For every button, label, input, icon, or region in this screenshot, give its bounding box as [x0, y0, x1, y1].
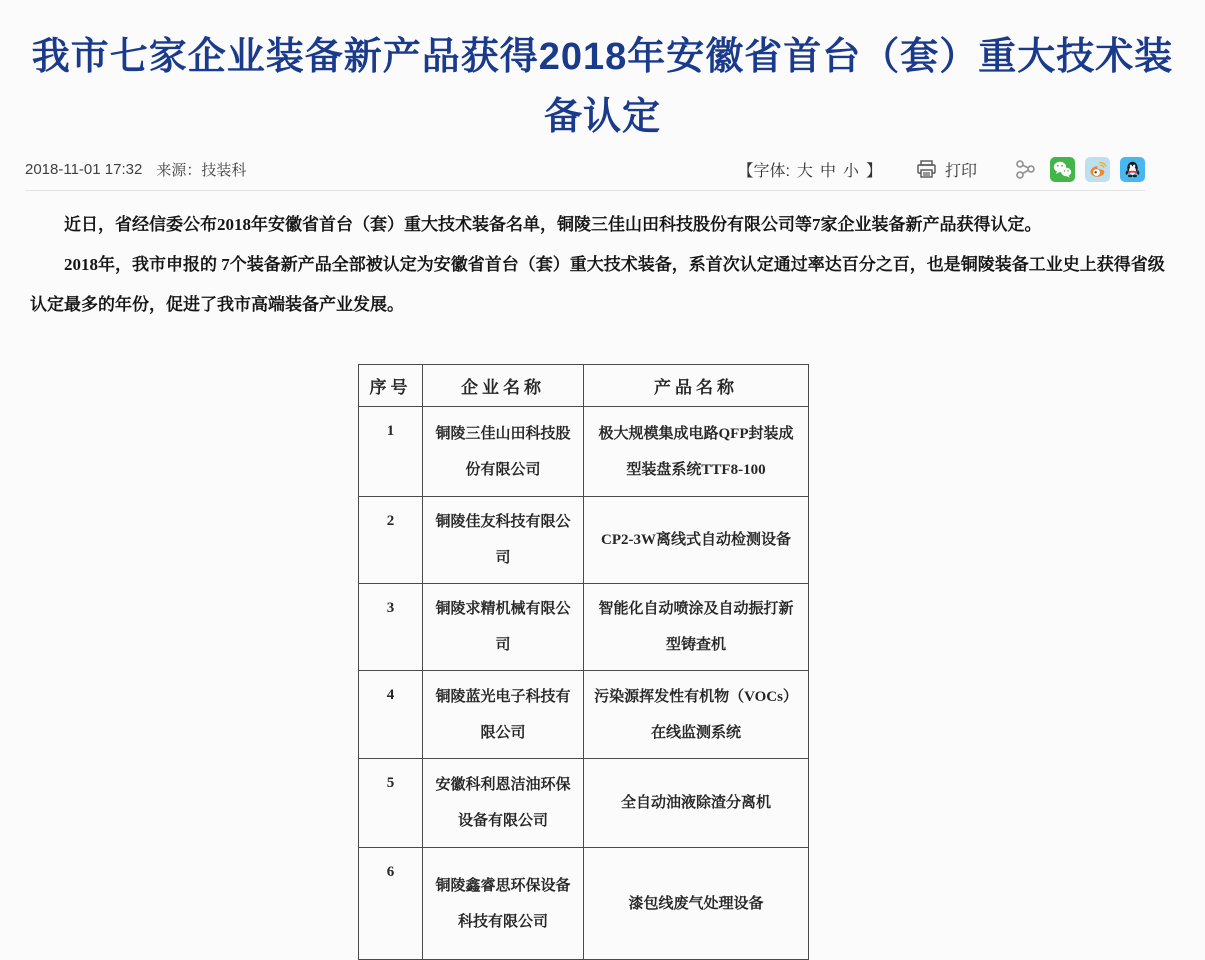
print-button[interactable] [914, 157, 977, 182]
article-paragraph-1: 近日，省经信委公布2018年安徽省首台（套）重大技术装备名单，铜陵三佳山田科技股份有限公司等7家企业装备新产品获得认定。 [64, 215, 1042, 234]
print-label: 打印 [944, 162, 977, 180]
cell-index: 2 [359, 497, 423, 584]
wechat-share-icon[interactable] [1050, 157, 1075, 182]
column-header-company: 企业名称 [423, 365, 584, 407]
article-body [30, 205, 1175, 325]
cell-company: 铜陵佳友科技有限公司 [423, 497, 584, 584]
certification-table [358, 364, 809, 960]
source-label: 来源：技装科 [156, 161, 247, 179]
cell-company: 铜陵求精机械有限公司 [423, 584, 584, 671]
cell-index: 5 [359, 759, 423, 848]
cell-product: 智能化自动喷涂及自动振打新型铸查机 [584, 584, 809, 671]
header-divider [25, 190, 1145, 191]
table-row [359, 407, 809, 497]
column-header-index: 序号 [359, 365, 423, 407]
weibo-share-icon[interactable] [1085, 157, 1110, 182]
table-row [359, 848, 809, 960]
font-widget-suffix: 】 [865, 162, 882, 180]
article-page [0, 27, 1205, 930]
table-body [359, 407, 809, 960]
printer-icon [914, 157, 939, 182]
share-icon[interactable] [1013, 157, 1038, 182]
font-widget-prefix: 【字体: [737, 162, 790, 180]
cell-company: 铜陵蓝光电子科技有限公司 [423, 671, 584, 759]
publish-datetime: 2018-11-01 17:32 [25, 160, 143, 178]
cell-product: 污染源挥发性有机物（VOCs）在线监测系统 [584, 671, 809, 759]
cell-company: 铜陵三佳山田科技股份有限公司 [423, 407, 584, 497]
font-size-small[interactable]: 小 [842, 162, 859, 180]
meta-info [25, 159, 246, 180]
cell-product: 全自动油液除渣分离机 [584, 759, 809, 848]
table-row [359, 671, 809, 759]
cell-index: 3 [359, 584, 423, 671]
cell-company: 铜陵鑫睿思环保设备科技有限公司 [423, 848, 584, 960]
qq-share-icon[interactable] [1120, 157, 1145, 182]
column-header-product: 产品名称 [584, 365, 809, 407]
table-row [359, 584, 809, 671]
cell-index: 4 [359, 671, 423, 759]
article-paragraph-2: 2018年，我市申报的 7个装备新产品全部被认定为安徽省首台（套）重大技术装备，系首次认定通过率达百分之百，也是铜陵装备工业史上获得省级认定最多的年份，促进了我市高端装备产业发展。 [30, 255, 1165, 314]
table-row [359, 759, 809, 848]
meta-row [25, 155, 1145, 183]
cell-index: 1 [359, 407, 423, 497]
font-size-medium[interactable]: 中 [819, 162, 836, 180]
article-controls [737, 157, 1145, 182]
table-header [359, 365, 809, 407]
cell-product: CP2-3W离线式自动检测设备 [584, 497, 809, 584]
font-size-widget [737, 158, 882, 181]
font-size-large[interactable]: 大 [796, 162, 813, 180]
table-row [359, 497, 809, 584]
cell-index: 6 [359, 848, 423, 960]
cell-product: 极大规模集成电路QFP封装成型装盘系统TTF8-100 [584, 407, 809, 497]
page-title: 我市七家企业装备新产品获得2018年安徽省首台（套）重大技术装备认定 [31, 36, 1174, 138]
cell-company: 安徽科利恩洁油环保设备有限公司 [423, 759, 584, 848]
cell-product: 漆包线废气处理设备 [584, 848, 809, 960]
